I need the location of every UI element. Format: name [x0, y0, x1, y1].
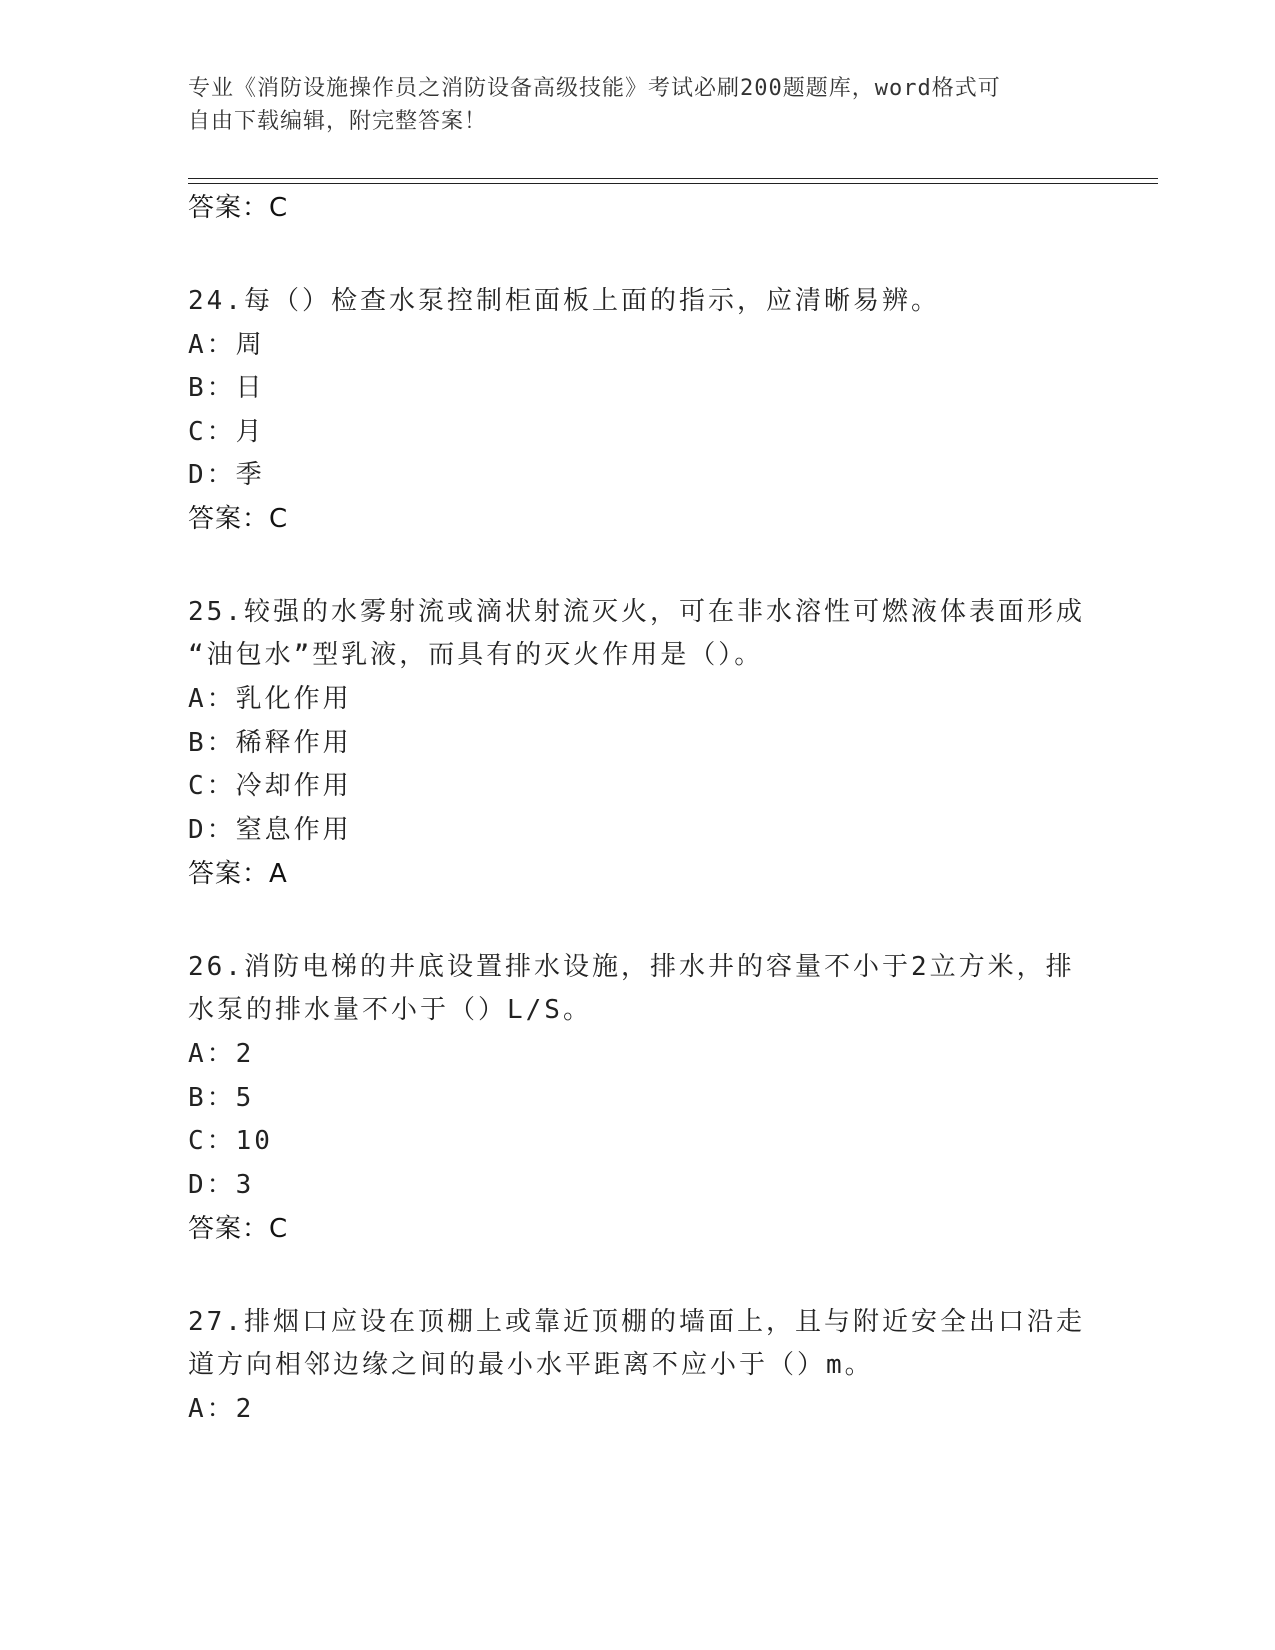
option-d: D：3	[188, 1170, 255, 1200]
header-divider-bottom	[188, 183, 1158, 184]
option-a: A：周	[188, 330, 265, 360]
question-stem-27-line-2: 道方向相邻边缘之间的最小水平距离不应小于（）m。	[188, 1350, 874, 1380]
option-b: B：5	[188, 1083, 255, 1113]
option-c: C：10	[188, 1126, 273, 1156]
option-b: B：日	[188, 373, 265, 403]
option-d: D：季	[188, 460, 265, 490]
question-stem-26-line-2: 水泵的排水量不小于（）L/S。	[188, 995, 592, 1025]
question-stem-24: 24.每（）检查水泵控制柜面板上面的指示，应清晰易辨。	[188, 286, 940, 316]
answer-label: 答案：C	[188, 504, 289, 534]
header-line-2: 自由下载编辑，附完整答案！	[188, 109, 488, 134]
header-divider-top	[188, 178, 1158, 179]
document-header	[188, 72, 1068, 138]
answer-label: 答案：A	[188, 859, 288, 889]
option-c: C：冷却作用	[188, 771, 352, 801]
header-line-1: 专业《消防设施操作员之消防设备高级技能》考试必刷200题题库，word格式可	[188, 76, 1001, 101]
answer-label: 答案：C	[188, 1214, 289, 1244]
question-stem-27-line-1: 27.排烟口应设在顶棚上或靠近顶棚的墙面上，且与附近安全出口沿走	[188, 1307, 1085, 1337]
option-b: B：稀释作用	[188, 728, 352, 758]
question-stem-25-line-2: “油包水”型乳液，而具有的灭火作用是（）。	[188, 640, 764, 670]
option-a: A：2	[188, 1039, 255, 1069]
question-stem-25-line-1: 25.较强的水雾射流或滴状射流灭火，可在非水溶性可燃液体表面形成	[188, 597, 1085, 627]
answer-label: 答案：C	[188, 193, 289, 223]
option-a: A：乳化作用	[188, 684, 352, 714]
option-a: A：2	[188, 1394, 255, 1424]
option-c: C：月	[188, 417, 265, 447]
option-d: D：窒息作用	[188, 815, 352, 845]
question-stem-26-line-1: 26.消防电梯的井底设置排水设施，排水井的容量不小于2立方米，排	[188, 952, 1075, 982]
